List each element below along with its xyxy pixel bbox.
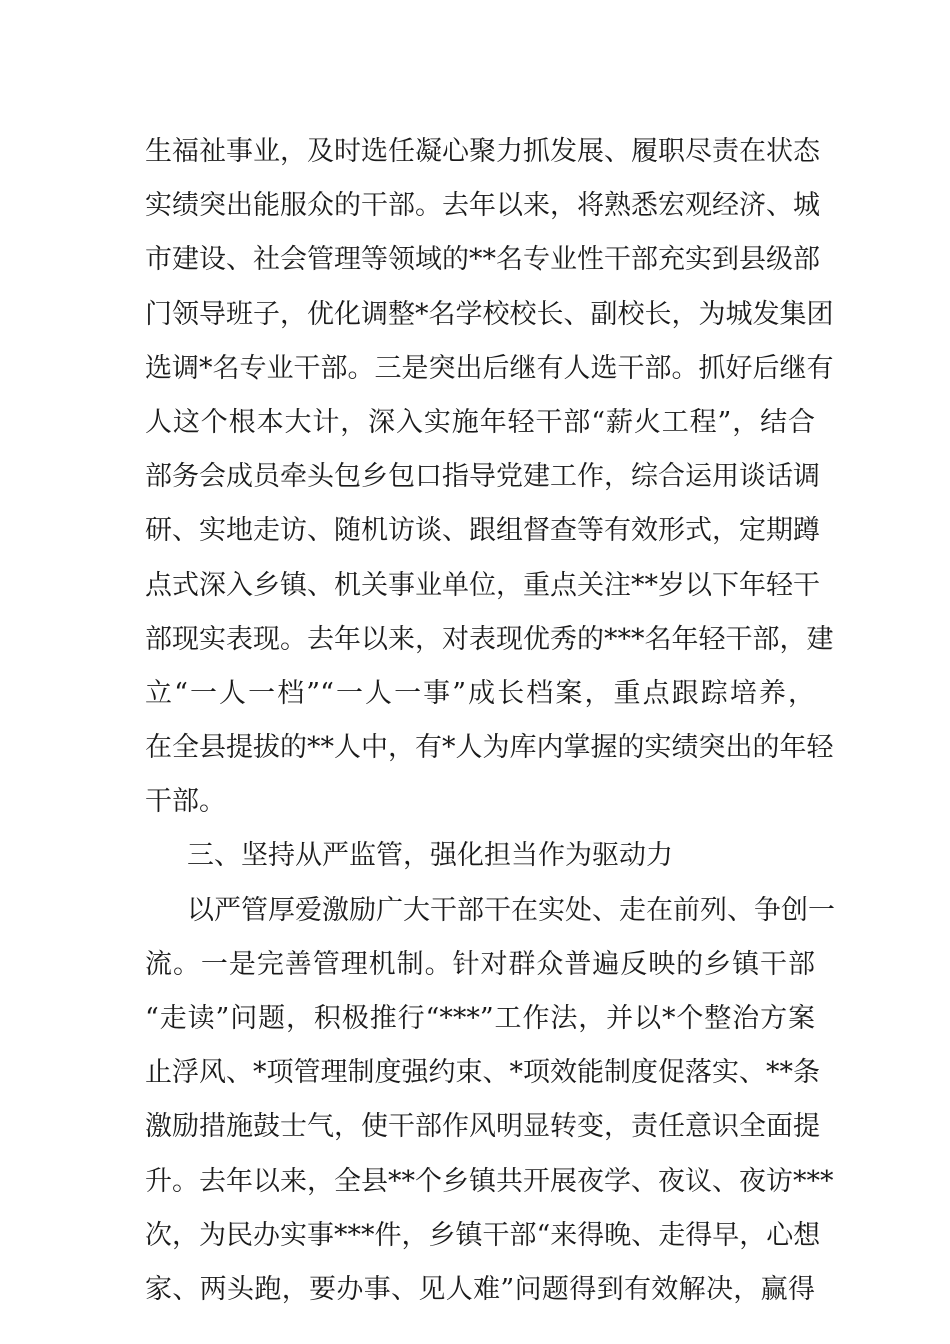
section-heading: 三、坚持从严监管，强化担当作为驱动力 <box>187 840 673 872</box>
text-line: 点式深入乡镇、机关事业单位，重点关注**岁以下年轻干 <box>145 569 820 601</box>
text-line: 立“一人一档”“一人一事”成长档案，重点跟踪培养， <box>145 677 815 709</box>
text-line: 止浮风、*项管理制度强约束、*项效能制度促落实、**条 <box>145 1057 820 1089</box>
text-line: “走读”问题，积极推行“***”工作法，并以*个整治方案 <box>145 1003 815 1034</box>
text-line: 门领导班子，优化调整*名学校校长、副校长，为城发集团 <box>145 298 834 330</box>
text-line: 部现实表现。去年以来，对表现优秀的***名年轻干部，建 <box>145 623 834 655</box>
text-line: 实绩突出能服众的干部。去年以来，将熟悉宏观经济、城 <box>145 190 820 222</box>
text-line: 研、实地走访、随机访谈、跟组督查等有效形式，定期蹲 <box>145 515 820 547</box>
text-line: 生福祉事业，及时选任凝心聚力抓发展、履职尽责在状态 <box>145 136 820 167</box>
paragraph-last-line: 干部。 <box>145 786 226 818</box>
text-line: 流。一是完善管理机制。针对群众普遍反映的乡镇干部 <box>145 948 815 980</box>
text-line: 次，为民办实事***件，乡镇干部“来得晚、走得早，心想 <box>145 1219 821 1251</box>
text-line: 选调*名专业干部。三是突出后继有人选干部。抓好后继有 <box>145 352 834 384</box>
text-line: 家、两头跑，要办事、见人难”问题得到有效解决，赢得 <box>145 1273 815 1305</box>
text-line: 升。去年以来，全县**个乡镇共开展夜学、夜议、夜访*** <box>145 1165 834 1197</box>
text-line: 市建设、社会管理等领域的**名专业性干部充实到县级部 <box>145 244 820 276</box>
body-text <box>145 125 835 1317</box>
text-line: 在全县提拔的**人中，有*人为库内掌握的实绩突出的年轻 <box>145 732 834 764</box>
paragraph-first-line: 以严管厚爱激励广大干部干在实处、走在前列、争创一 <box>187 894 835 926</box>
text-line: 部务会成员牵头包乡包口指导党建工作，综合运用谈话调 <box>145 461 820 493</box>
text-line: 人这个根本大计，深入实施年轻干部“薪火工程”，结合 <box>145 406 815 438</box>
text-line: 激励措施鼓士气，使干部作风明显转变，责任意识全面提 <box>145 1111 820 1143</box>
